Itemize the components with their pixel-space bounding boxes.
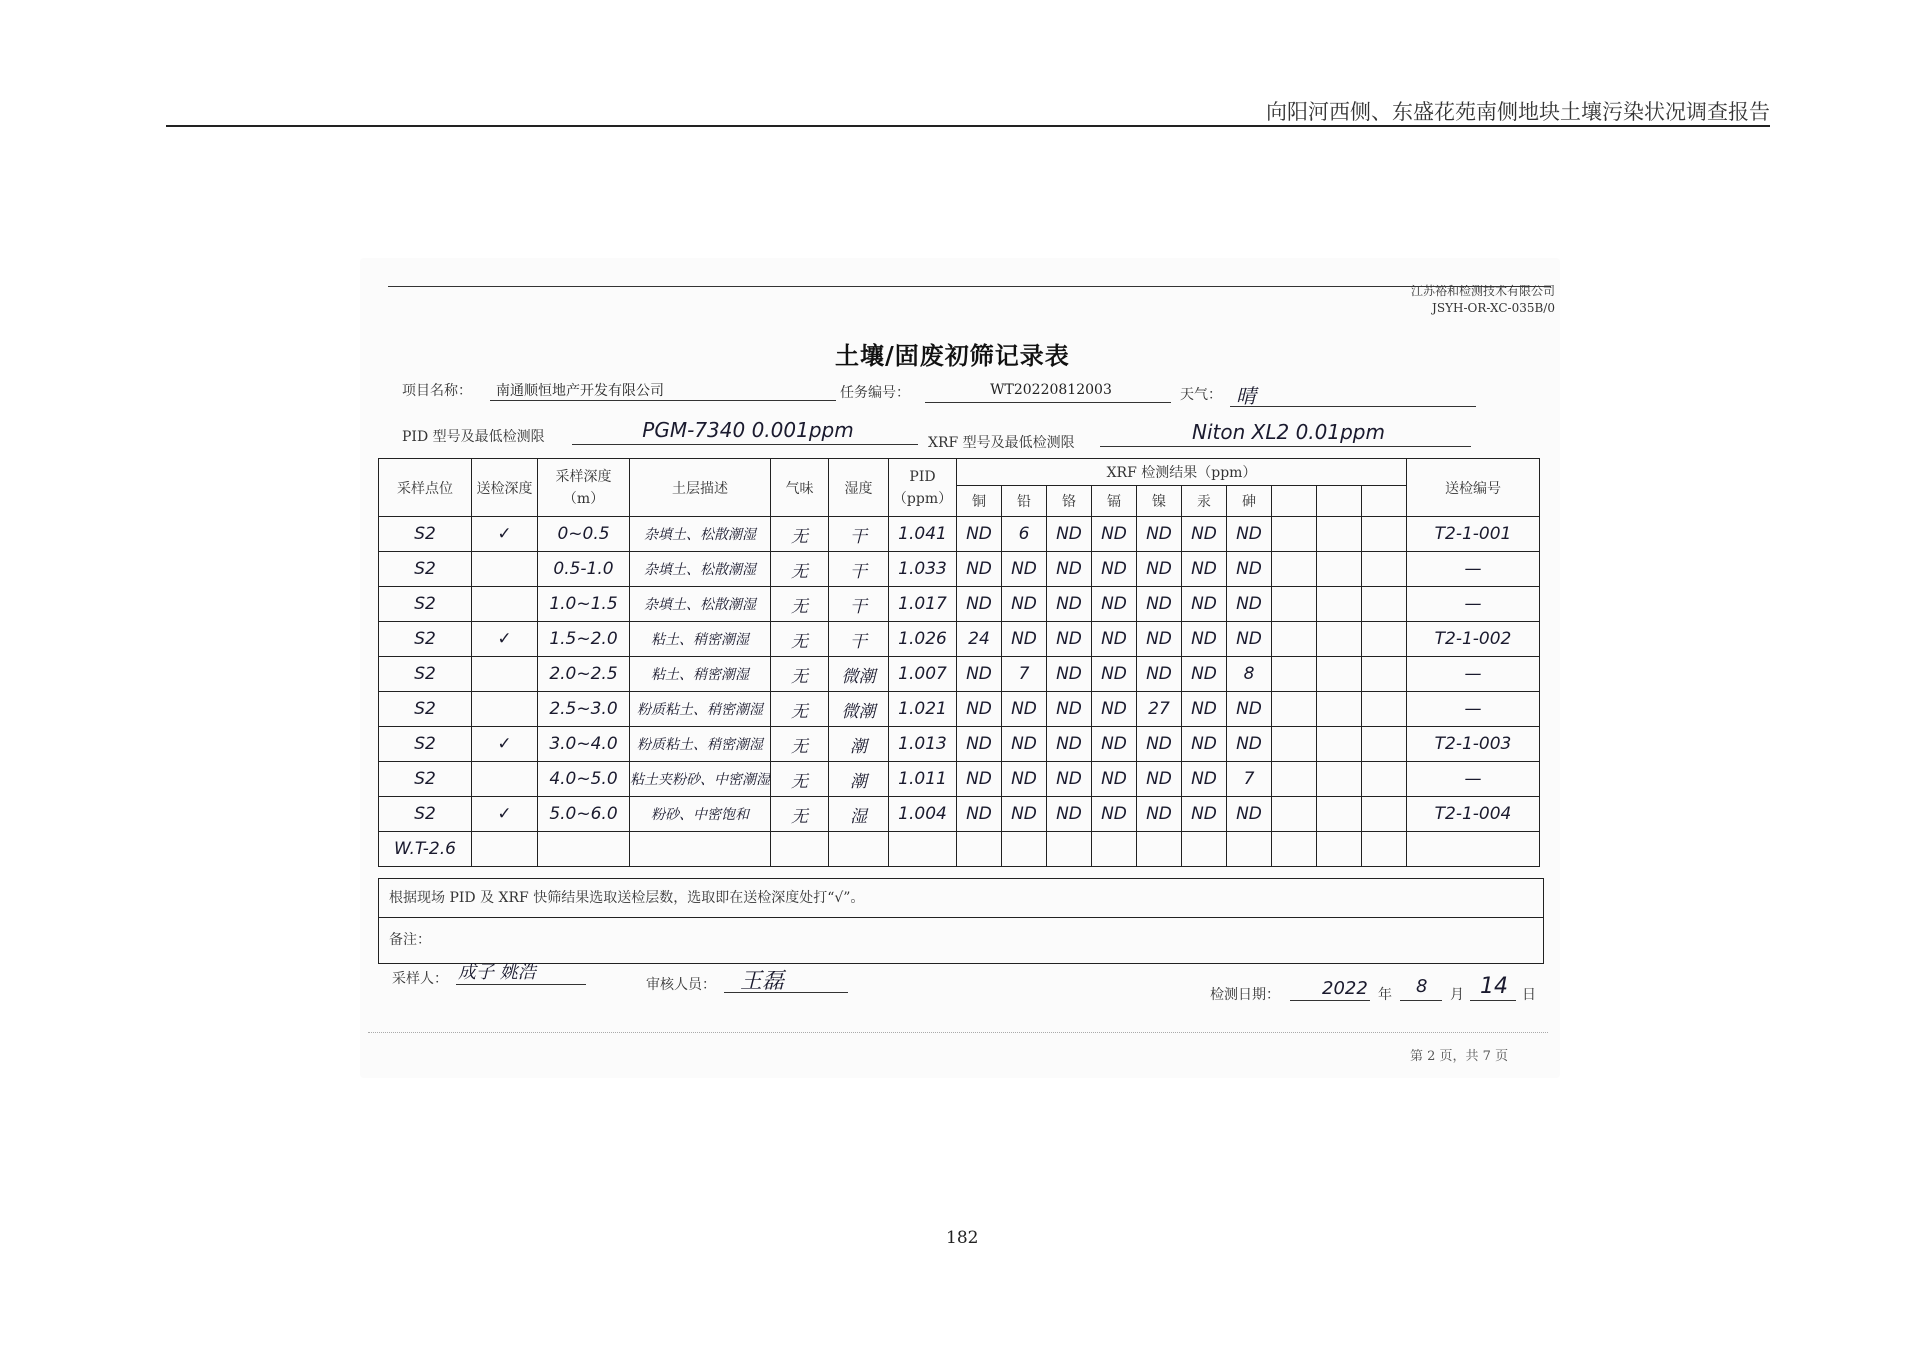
header-soil: 土层描述 [630, 459, 771, 517]
xrf-cell: ND [1092, 552, 1137, 587]
sample-no-cell: — [1407, 587, 1540, 622]
sent-check-cell [472, 587, 538, 622]
year-line [1290, 1000, 1370, 1001]
sample-no-cell: T2-1-002 [1407, 622, 1540, 657]
point-cell: S2 [379, 552, 472, 587]
humidity-cell [829, 832, 889, 867]
soil-description-cell: 杂填土、松散潮湿 [630, 552, 771, 587]
humidity-cell: 微潮 [829, 692, 889, 727]
xrf-cell: ND [1092, 727, 1137, 762]
xrf-cell [1272, 762, 1317, 797]
depth-cell: 1.5~2.0 [538, 622, 630, 657]
reviewer-label: 审核人员： [646, 977, 716, 993]
xrf-cell: ND [1092, 657, 1137, 692]
xrf-cell [1272, 657, 1317, 692]
xrf-cell [1362, 692, 1407, 727]
point-cell: S2 [379, 762, 472, 797]
xrf-label: XRF 型号及最低检测限 [928, 435, 1075, 451]
xrf-cell: ND [1227, 692, 1272, 727]
odor-cell: 无 [771, 552, 829, 587]
xrf-cell: ND [1182, 762, 1227, 797]
header-sent-depth: 送检深度 [472, 459, 538, 517]
element-header-5: 汞 [1182, 486, 1227, 517]
xrf-cell [1317, 692, 1362, 727]
xrf-cell: ND [1002, 692, 1047, 727]
xrf-cell [1362, 657, 1407, 692]
pid-cell [889, 832, 957, 867]
depth-cell: 0~0.5 [538, 517, 630, 552]
pid-cell: 1.033 [889, 552, 957, 587]
element-header-6: 砷 [1227, 486, 1272, 517]
form-title: 土壤/固废初筛记录表 [835, 341, 1070, 370]
pid-cell: 1.011 [889, 762, 957, 797]
task-label: 任务编号： [840, 385, 910, 401]
header-point: 采样点位 [379, 459, 472, 517]
xrf-cell: ND [1092, 797, 1137, 832]
element-header-9 [1362, 486, 1407, 517]
sent-check-cell [472, 657, 538, 692]
pid-cell: 1.041 [889, 517, 957, 552]
xrf-cell [1092, 832, 1137, 867]
xrf-cell [1317, 797, 1362, 832]
header-depth-label: 采样深度 [555, 468, 612, 485]
weather-value: 晴 [1230, 380, 1476, 407]
depth-cell: 0.5-1.0 [538, 552, 630, 587]
sample-no-cell: — [1407, 762, 1540, 797]
odor-cell: 无 [771, 762, 829, 797]
sent-check-cell: ✓ [472, 517, 538, 552]
xrf-cell: ND [1182, 797, 1227, 832]
xrf-cell: 8 [1227, 657, 1272, 692]
sent-check-cell [472, 762, 538, 797]
xrf-cell [1317, 517, 1362, 552]
xrf-cell: ND [957, 692, 1002, 727]
point-cell: W.T-2.6 [379, 832, 472, 867]
xrf-cell: 24 [957, 622, 1002, 657]
xrf-cell: ND [1137, 727, 1182, 762]
xrf-cell: ND [1182, 622, 1227, 657]
project-value: 南通顺恒地产开发有限公司 [490, 380, 836, 401]
xrf-cell: ND [957, 657, 1002, 692]
xrf-cell [1362, 587, 1407, 622]
xrf-cell [957, 832, 1002, 867]
xrf-cell [1362, 727, 1407, 762]
pid-cell: 1.021 [889, 692, 957, 727]
notes-divider [379, 917, 1543, 918]
table-row [379, 692, 1540, 727]
depth-cell [538, 832, 630, 867]
xrf-cell: ND [1047, 587, 1092, 622]
header-rule [166, 125, 1770, 127]
element-header-8 [1317, 486, 1362, 517]
company-block [1411, 283, 1555, 317]
xrf-cell [1317, 727, 1362, 762]
table-row [379, 727, 1540, 762]
date-year: 2022 [1322, 978, 1368, 999]
humidity-cell: 干 [829, 552, 889, 587]
xrf-cell: ND [1227, 797, 1272, 832]
header-odor: 气味 [771, 459, 829, 517]
soil-description-cell: 粘土、稍密潮湿 [630, 657, 771, 692]
header-pid-unit: （ppm） [892, 490, 953, 507]
remark-label: 备注： [389, 932, 431, 948]
sample-no-cell: — [1407, 692, 1540, 727]
xrf-cell: ND [1002, 762, 1047, 797]
xrf-cell [1317, 762, 1362, 797]
month-line [1400, 1000, 1442, 1001]
xrf-cell: ND [1002, 552, 1047, 587]
xrf-cell: ND [1227, 587, 1272, 622]
xrf-cell: 6 [1002, 517, 1047, 552]
xrf-cell: ND [1047, 622, 1092, 657]
xrf-cell: ND [1047, 517, 1092, 552]
xrf-cell: ND [1182, 517, 1227, 552]
humidity-cell: 微潮 [829, 657, 889, 692]
xrf-cell: ND [1227, 552, 1272, 587]
xrf-cell: ND [957, 517, 1002, 552]
xrf-cell: 7 [1227, 762, 1272, 797]
xrf-cell [1362, 762, 1407, 797]
table-row [379, 832, 1540, 867]
form-page-count: 第 2 页，共 7 页 [1410, 1049, 1509, 1064]
table-row [379, 622, 1540, 657]
humidity-cell: 干 [829, 517, 889, 552]
xrf-cell: ND [1002, 587, 1047, 622]
xrf-cell: 27 [1137, 692, 1182, 727]
header-xrf: XRF 检测结果（ppm） [957, 459, 1407, 486]
depth-cell: 2.0~2.5 [538, 657, 630, 692]
form-bottom-rule [368, 1032, 1548, 1033]
xrf-cell: ND [1182, 692, 1227, 727]
table-row [379, 587, 1540, 622]
xrf-cell: ND [1092, 517, 1137, 552]
xrf-cell [1272, 552, 1317, 587]
xrf-value: Niton XL2 0.01ppm [1100, 420, 1471, 447]
odor-cell: 无 [771, 657, 829, 692]
project-label: 项目名称： [402, 383, 472, 399]
xrf-cell: ND [957, 552, 1002, 587]
odor-cell: 无 [771, 692, 829, 727]
sample-no-cell: — [1407, 552, 1540, 587]
soil-description-cell: 粉质粘土、稍密潮湿 [630, 727, 771, 762]
xrf-cell: ND [1137, 657, 1182, 692]
soil-description-cell: 粉砂、中密饱和 [630, 797, 771, 832]
soil-description-cell: 杂填土、松散潮湿 [630, 517, 771, 552]
xrf-cell: ND [1137, 762, 1182, 797]
day-line [1470, 1000, 1516, 1001]
xrf-cell: ND [1137, 517, 1182, 552]
xrf-cell: ND [1092, 692, 1137, 727]
depth-cell: 1.0~1.5 [538, 587, 630, 622]
sample-no-cell: — [1407, 657, 1540, 692]
odor-cell: 无 [771, 797, 829, 832]
xrf-cell: ND [1182, 657, 1227, 692]
humidity-cell: 潮 [829, 727, 889, 762]
depth-cell: 5.0~6.0 [538, 797, 630, 832]
notes-box [378, 878, 1544, 964]
xrf-cell: ND [1002, 797, 1047, 832]
humidity-cell: 潮 [829, 762, 889, 797]
xrf-cell [1317, 832, 1362, 867]
xrf-cell: ND [1227, 517, 1272, 552]
xrf-cell [1182, 832, 1227, 867]
xrf-cell: ND [957, 762, 1002, 797]
screening-table [378, 458, 1540, 867]
running-header: 向阳河西侧、东盛花苑南侧地块土壤污染状况调查报告 [1266, 100, 1770, 124]
humidity-cell: 干 [829, 587, 889, 622]
xrf-cell [1272, 692, 1317, 727]
sample-no-cell: T2-1-001 [1407, 517, 1540, 552]
task-value: WT20220812003 [925, 382, 1171, 403]
odor-cell: 无 [771, 727, 829, 762]
table-row [379, 517, 1540, 552]
header-humidity: 湿度 [829, 459, 889, 517]
element-header-2: 铬 [1047, 486, 1092, 517]
day-label: 日 [1522, 987, 1536, 1003]
xrf-cell [1272, 832, 1317, 867]
sample-no-cell [1407, 832, 1540, 867]
xrf-cell: ND [1047, 762, 1092, 797]
soil-description-cell: 杂填土、松散潮湿 [630, 587, 771, 622]
xrf-cell [1317, 622, 1362, 657]
table-row [379, 657, 1540, 692]
month-label: 月 [1450, 987, 1464, 1003]
xrf-cell [1137, 832, 1182, 867]
soil-description-cell: 粘土、稍密潮湿 [630, 622, 771, 657]
xrf-cell [1362, 622, 1407, 657]
table-row [379, 797, 1540, 832]
xrf-cell: ND [1002, 622, 1047, 657]
xrf-cell: ND [1182, 552, 1227, 587]
xrf-cell [1272, 517, 1317, 552]
pid-cell: 1.017 [889, 587, 957, 622]
sent-check-cell: ✓ [472, 622, 538, 657]
soil-description-cell: 粘土夹粉砂、中密潮湿 [630, 762, 771, 797]
pid-cell: 1.004 [889, 797, 957, 832]
xrf-cell [1002, 832, 1047, 867]
table-body [379, 517, 1540, 867]
element-header-3: 镉 [1092, 486, 1137, 517]
point-cell: S2 [379, 797, 472, 832]
xrf-cell: 7 [1002, 657, 1047, 692]
xrf-cell: ND [1092, 587, 1137, 622]
xrf-cell [1362, 552, 1407, 587]
xrf-cell: ND [1182, 727, 1227, 762]
header-depth [538, 459, 630, 517]
point-cell: S2 [379, 657, 472, 692]
xrf-cell: ND [1092, 622, 1137, 657]
xrf-cell [1272, 727, 1317, 762]
xrf-cell [1317, 587, 1362, 622]
sample-no-cell: T2-1-004 [1407, 797, 1540, 832]
xrf-cell [1272, 622, 1317, 657]
sample-no-cell: T2-1-003 [1407, 727, 1540, 762]
header-pid [889, 459, 957, 517]
xrf-cell: ND [1047, 692, 1092, 727]
point-cell: S2 [379, 622, 472, 657]
xrf-cell: ND [1092, 762, 1137, 797]
sampler-label: 采样人： [392, 971, 448, 987]
date-month: 8 [1416, 976, 1428, 997]
sent-check-cell [472, 832, 538, 867]
humidity-cell: 湿 [829, 797, 889, 832]
sent-check-cell: ✓ [472, 727, 538, 762]
xrf-cell: ND [1227, 727, 1272, 762]
sampler-line [456, 984, 586, 985]
xrf-cell: ND [1137, 587, 1182, 622]
year-label: 年 [1378, 987, 1392, 1003]
depth-cell: 2.5~3.0 [538, 692, 630, 727]
xrf-cell [1272, 587, 1317, 622]
pid-value: PGM-7340 0.001ppm [572, 418, 918, 445]
xrf-cell [1227, 832, 1272, 867]
xrf-cell: ND [1137, 797, 1182, 832]
soil-description-cell [630, 832, 771, 867]
xrf-cell: ND [1002, 727, 1047, 762]
company-name: 江苏裕和检测技术有限公司 [1410, 284, 1555, 298]
xrf-cell [1362, 797, 1407, 832]
xrf-cell: ND [957, 727, 1002, 762]
form-top-rule [388, 286, 1551, 287]
reviewer-signature: 王磊 [740, 969, 785, 994]
xrf-cell: ND [1047, 657, 1092, 692]
table-row [379, 552, 1540, 587]
odor-cell: 无 [771, 517, 829, 552]
reviewer-line [724, 992, 848, 993]
xrf-cell: ND [1182, 587, 1227, 622]
element-header-1: 铅 [1002, 486, 1047, 517]
odor-cell: 无 [771, 622, 829, 657]
xrf-cell [1272, 797, 1317, 832]
form-code: JSYH-OR-XC-035B/0 [1432, 301, 1555, 315]
depth-cell: 3.0~4.0 [538, 727, 630, 762]
element-header-0: 铜 [957, 486, 1002, 517]
point-cell: S2 [379, 517, 472, 552]
date-label: 检测日期： [1210, 987, 1280, 1003]
instruction-text: 根据现场 PID 及 XRF 快筛结果选取送检层数，选取即在送检深度处打“√”。 [389, 890, 865, 906]
xrf-cell: ND [957, 587, 1002, 622]
sent-check-cell [472, 552, 538, 587]
humidity-cell: 干 [829, 622, 889, 657]
xrf-cell: ND [1047, 552, 1092, 587]
xrf-cell: ND [1137, 622, 1182, 657]
odor-cell: 无 [771, 587, 829, 622]
element-header-4: 镍 [1137, 486, 1182, 517]
xrf-cell [1362, 832, 1407, 867]
point-cell: S2 [379, 692, 472, 727]
odor-cell [771, 832, 829, 867]
sampler-signature: 成子 姚浩 [458, 962, 536, 983]
element-header-7 [1272, 486, 1317, 517]
pid-cell: 1.007 [889, 657, 957, 692]
pid-label: PID 型号及最低检测限 [402, 429, 545, 445]
sent-check-cell [472, 692, 538, 727]
xrf-cell: ND [1047, 727, 1092, 762]
pid-cell: 1.026 [889, 622, 957, 657]
table-row [379, 762, 1540, 797]
sent-check-cell: ✓ [472, 797, 538, 832]
point-cell: S2 [379, 587, 472, 622]
xrf-cell: ND [957, 797, 1002, 832]
page-number: 182 [946, 1228, 979, 1248]
xrf-cell [1047, 832, 1092, 867]
header-depth-unit: （m） [562, 490, 605, 507]
header-pid-label: PID [909, 468, 936, 485]
header-sample-no: 送检编号 [1407, 459, 1540, 517]
point-cell: S2 [379, 727, 472, 762]
xrf-cell [1317, 657, 1362, 692]
xrf-cell [1317, 552, 1362, 587]
weather-label: 天气： [1180, 387, 1222, 403]
depth-cell: 4.0~5.0 [538, 762, 630, 797]
xrf-cell: ND [1227, 622, 1272, 657]
soil-description-cell: 粉质粘土、稍密潮湿 [630, 692, 771, 727]
xrf-cell: ND [1137, 552, 1182, 587]
xrf-cell [1362, 517, 1407, 552]
xrf-cell: ND [1047, 797, 1092, 832]
date-day: 14 [1480, 974, 1508, 999]
pid-cell: 1.013 [889, 727, 957, 762]
